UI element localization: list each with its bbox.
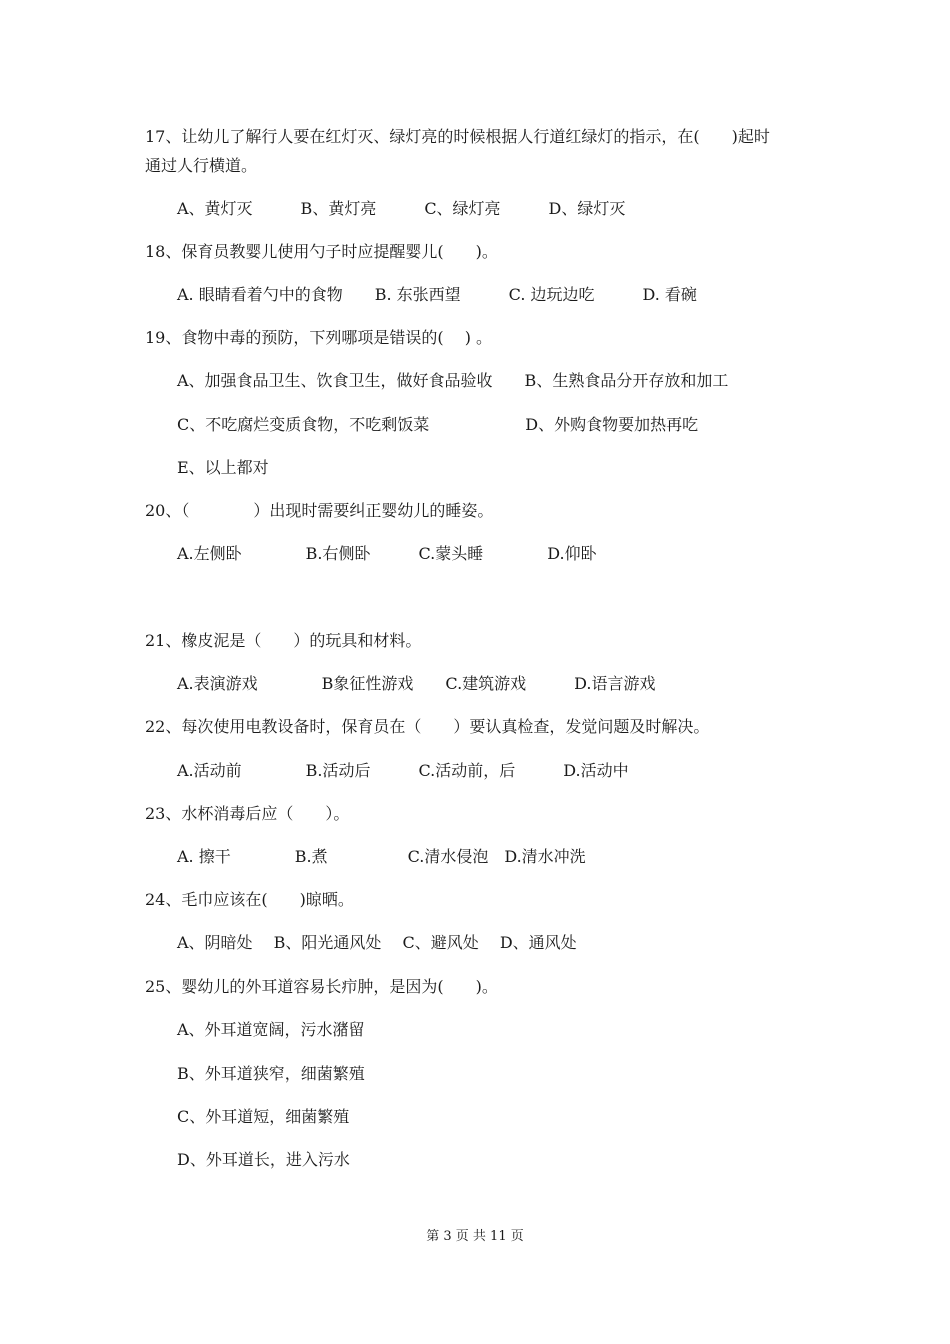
question-24-options: A、阴暗处 B、阳光通风处 C、避风处 D、通风处: [177, 933, 577, 952]
question-25-text: 25、婴幼儿的外耳道容易长疖肿，是因为( )。: [145, 977, 498, 996]
question-19-options-line1: A、加强食品卫生、饮食卫生，做好食品验收 B、生熟食品分开存放和加工: [177, 371, 729, 390]
question-23-text: 23、水杯消毒后应（ ）。: [145, 804, 350, 823]
question-25-option-b: B、外耳道狭窄，细菌繁殖: [177, 1064, 365, 1083]
question-25-option-a: A、外耳道宽阔，污水潴留: [177, 1020, 365, 1039]
question-19-options-line2: C、不吃腐烂变质食物，不吃剩饭菜 D、外购食物要加热再吃: [177, 415, 699, 434]
question-22-options: A.活动前 B.活动后 C.活动前，后 D.活动中: [177, 761, 629, 780]
question-17-text-line2: 通过人行横道。: [145, 156, 258, 175]
question-22-text: 22、每次使用电教设备时，保育员在（ ）要认真检查，发觉问题及时解决。: [145, 717, 710, 736]
question-18-options: A. 眼睛看着勺中的食物 B. 东张西望 C. 边玩边吃 D. 看碗: [177, 285, 697, 304]
question-19-options-line3: E、以上都对: [177, 458, 269, 477]
question-17-text-line1: 17、让幼儿了解行人要在红灯灭、绿灯亮的时候根据人行道红绿灯的指示，在( )起时: [145, 127, 770, 146]
question-21-text: 21、橡皮泥是（ ）的玩具和材料。: [145, 631, 422, 650]
question-21-options: A.表演游戏 B象征性游戏 C.建筑游戏 D.语言游戏: [177, 674, 656, 693]
question-25-option-d: D、外耳道长，进入污水: [177, 1150, 350, 1169]
question-23-options: A. 擦干 B.煮 C.清水侵泡 D.清水冲洗: [177, 847, 586, 866]
question-20-options: A.左侧卧 B.右侧卧 C.蒙头睡 D.仰卧: [177, 544, 597, 563]
question-20-text: 20、（ ）出现时需要纠正婴幼儿的睡姿。: [145, 501, 494, 520]
question-17-options: A、黄灯灭 B、黄灯亮 C、绿灯亮 D、绿灯灭: [177, 199, 626, 218]
question-19-text: 19、食物中毒的预防，下列哪项是错误的( ) 。: [145, 328, 493, 347]
question-18-text: 18、保育员教婴儿使用勺子时应提醒婴儿( )。: [145, 242, 498, 261]
page-number-footer: 第 3 页 共 11 页: [426, 1229, 524, 1244]
question-25-option-c: C、外耳道短，细菌繁殖: [177, 1107, 350, 1126]
question-24-text: 24、毛巾应该在( )晾晒。: [145, 890, 354, 909]
